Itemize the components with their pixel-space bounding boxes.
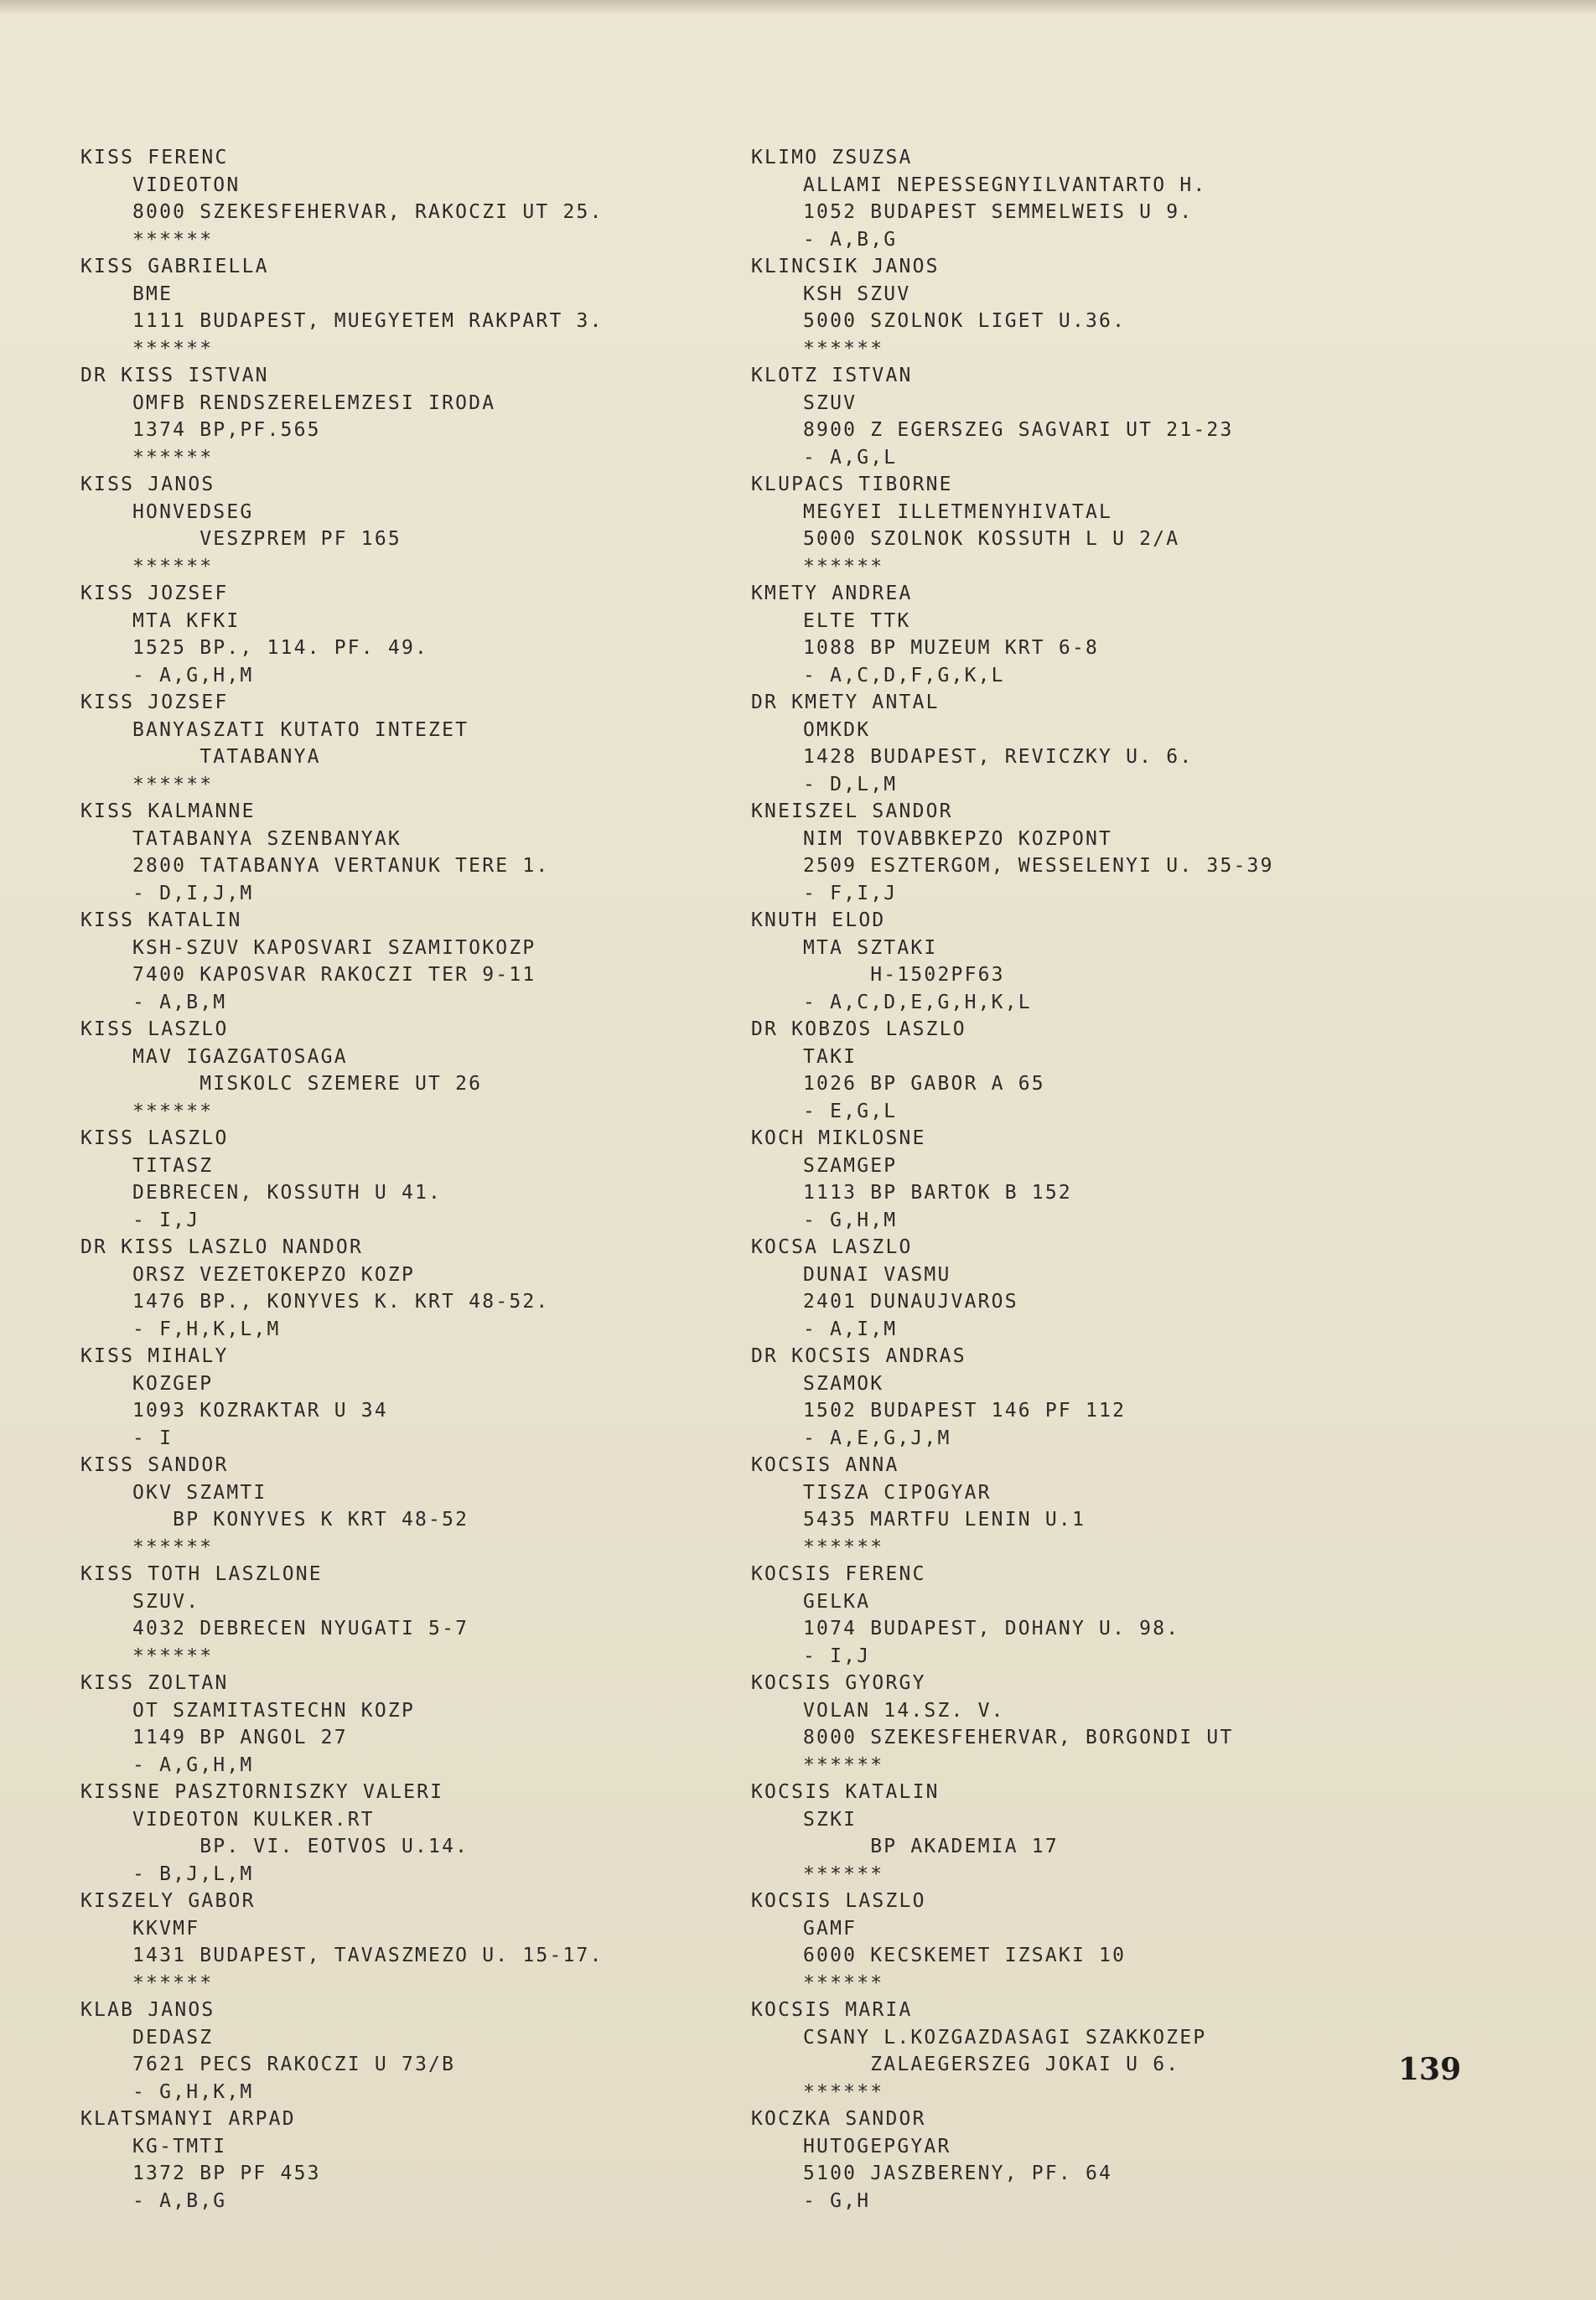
entry-address: 2509 ESZTERGOM, WESSELENYI U. 35-39: [803, 855, 1274, 877]
directory-entry: [751, 1016, 1455, 1125]
entry-codes: - F,I,J: [803, 882, 898, 904]
entry-codes: - A,B,G: [803, 228, 898, 251]
entry-name: DR KMETY ANTAL: [751, 692, 940, 713]
entry-codes: - G,H,K,M: [132, 2080, 254, 2103]
entry-name: KOCSIS MARIA: [751, 1999, 913, 2021]
entry-address: TATABANYA: [132, 746, 321, 768]
entry-organization: OT SZAMITASTECHN KOZP: [132, 1699, 415, 1722]
entry-name: DR KOBZOS LASZLO: [751, 1018, 966, 1040]
directory-entry: [751, 1125, 1455, 1234]
entry-address: 6000 KECSKEMET IZSAKI 10: [803, 1945, 1127, 1966]
entry-address: 5000 SZOLNOK KOSSUTH L U 2/A: [803, 528, 1180, 550]
entry-name: DR KISS LASZLO NANDOR: [80, 1236, 363, 1258]
entry-codes: - G,H,M: [803, 1209, 898, 1231]
entry-name: KOCSIS FERENC: [751, 1563, 926, 1585]
entry-organization: SZUV.: [132, 1590, 200, 1613]
directory-entry: [80, 798, 785, 907]
directory-entry: [751, 798, 1455, 907]
entry-address: 7400 KAPOSVAR RAKOCZI TER 9-11: [132, 964, 536, 986]
directory-entry: [751, 1779, 1455, 1888]
entry-name: KISS SANDOR: [80, 1454, 229, 1476]
entry-organization: KSH-SZUV KAPOSVARI SZAMITOKOZP: [132, 936, 536, 959]
entry-address: 2800 TATABANYA VERTANUK TERE 1.: [132, 855, 550, 877]
entry-address: VESZPREM PF 165: [132, 528, 402, 550]
entry-name: KISS TOTH LASZLONE: [80, 1563, 323, 1585]
entry-name: KOCSIS ANNA: [751, 1454, 899, 1476]
entry-codes: - A,G,L: [803, 446, 898, 469]
directory-entry: [80, 253, 785, 362]
directory-entry: [80, 689, 785, 798]
entry-organization: MEGYEI ILLETMENYHIVATAL: [803, 500, 1113, 523]
entry-organization: TATABANYA SZENBANYAK: [132, 827, 402, 850]
entry-address: 1113 BP BARTOK B 152: [803, 1182, 1072, 1204]
entry-address: 1074 BUDAPEST, DOHANY U. 98.: [803, 1618, 1180, 1640]
left-column: [80, 144, 785, 2215]
directory-entry: [80, 1343, 785, 1452]
directory-entry: [751, 1452, 1455, 1561]
entry-codes: - A,B,G: [132, 2189, 227, 2212]
directory-entry: [751, 1670, 1455, 1779]
directory-entry: [751, 1997, 1455, 2106]
entry-address: BP AKADEMIA 17: [803, 1836, 1059, 1857]
entry-codes: ******: [803, 2080, 884, 2103]
entry-name: KISS FERENC: [80, 147, 229, 168]
entry-address: 4032 DEBRECEN NYUGATI 5-7: [132, 1618, 469, 1640]
entry-name: KLOTZ ISTVAN: [751, 365, 913, 386]
entry-organization: CSANY L.KOZGAZDASAGI SZAKKOZEP: [803, 2026, 1207, 2049]
entry-name: KISZELY GABOR: [80, 1890, 256, 1912]
entry-address: 8900 Z EGERSZEG SAGVARI UT 21-23: [803, 419, 1234, 441]
entry-organization: TAKI: [803, 1045, 858, 1068]
entry-address: 1026 BP GABOR A 65: [803, 1073, 1045, 1095]
entry-codes: ******: [132, 1536, 214, 1558]
entry-organization: KOZGEP: [132, 1372, 214, 1395]
entry-organization: HONVEDSEG: [132, 500, 254, 523]
entry-address: 1431 BUDAPEST, TAVASZMEZO U. 15-17.: [132, 1945, 604, 1966]
directory-entry: [751, 907, 1455, 1016]
entry-address: 2401 DUNAUJVAROS: [803, 1291, 1018, 1313]
entry-organization: BME: [132, 282, 174, 305]
entry-name: KNUTH ELOD: [751, 909, 886, 931]
entry-codes: - I,J: [132, 1209, 200, 1231]
entry-name: KLAB JANOS: [80, 1999, 215, 2021]
entry-codes: - A,C,D,F,G,K,L: [803, 664, 1005, 686]
entry-codes: ******: [803, 1862, 884, 1885]
entry-codes: - I: [132, 1427, 174, 1449]
entry-codes: - B,J,L,M: [132, 1862, 254, 1885]
entry-codes: - E,G,L: [803, 1100, 898, 1122]
entry-address: 1149 BP ANGOL 27: [132, 1727, 348, 1748]
directory-entry: [80, 580, 785, 689]
directory-entry: [751, 689, 1455, 798]
entry-address: 5100 JASZBERENY, PF. 64: [803, 2163, 1113, 2184]
entry-name: KLUPACS TIBORNE: [751, 474, 953, 495]
entry-name: KLIMO ZSUZSA: [751, 147, 913, 168]
entry-organization: HUTOGEPGYAR: [803, 2135, 951, 2158]
directory-entry: [80, 1888, 785, 1997]
entry-name: KISS KATALIN: [80, 909, 242, 931]
entry-codes: ******: [132, 446, 214, 469]
entry-address: 5000 SZOLNOK LIGET U.36.: [803, 310, 1127, 332]
entry-address: 1111 BUDAPEST, MUEGYETEM RAKPART 3.: [132, 310, 604, 332]
entry-codes: ******: [803, 1753, 884, 1776]
entry-address: 1088 BP MUZEUM KRT 6-8: [803, 637, 1100, 659]
entry-name: KOCSIS LASZLO: [751, 1890, 926, 1912]
directory-entry: [751, 2106, 1455, 2215]
entry-address: ZALAEGERSZEG JOKAI U 6.: [803, 2054, 1180, 2075]
entry-name: KLATSMANYI ARPAD: [80, 2108, 296, 2130]
entry-codes: - D,I,J,M: [132, 882, 254, 904]
entry-address: 7621 PECS RAKOCZI U 73/B: [132, 2054, 456, 2075]
directory-entry: [751, 362, 1455, 471]
entry-name: KOCSIS KATALIN: [751, 1781, 940, 1803]
right-column: [751, 144, 1455, 2215]
entry-codes: - A,B,M: [132, 991, 227, 1013]
directory-entry: [80, 1561, 785, 1670]
entry-codes: ******: [803, 337, 884, 360]
entry-address: H-1502PF63: [803, 964, 1005, 986]
page-number: 139: [1398, 2052, 1462, 2087]
entry-address: 1372 BP PF 453: [132, 2163, 321, 2184]
entry-address: DEBRECEN, KOSSUTH U 41.: [132, 1182, 443, 1204]
entry-name: KMETY ANDREA: [751, 583, 913, 604]
entry-name: KOCH MIKLOSNE: [751, 1127, 926, 1149]
entry-organization: DEDASZ: [132, 2026, 214, 2049]
entry-name: KOCSA LASZLO: [751, 1236, 913, 1258]
entry-organization: OMFB RENDSZERELEMZESI IRODA: [132, 391, 496, 414]
directory-entry: [80, 471, 785, 580]
entry-codes: - A,G,H,M: [132, 664, 254, 686]
entry-organization: TITASZ: [132, 1154, 214, 1177]
directory-entry: [80, 1234, 785, 1343]
directory-entry: [751, 1234, 1455, 1343]
entry-name: KISS MIHALY: [80, 1345, 229, 1367]
directory-entry: [751, 471, 1455, 580]
entry-organization: VIDEOTON: [132, 174, 241, 196]
entry-address: 1052 BUDAPEST SEMMELWEIS U 9.: [803, 201, 1194, 223]
entry-organization: MTA SZTAKI: [803, 936, 938, 959]
directory-entry: [80, 1016, 785, 1125]
scan-top-edge: [0, 0, 1596, 13]
entry-codes: ******: [803, 1971, 884, 1994]
entry-name: KISS LASZLO: [80, 1018, 229, 1040]
entry-organization: VIDEOTON KULKER.RT: [132, 1808, 375, 1831]
entry-codes: ******: [132, 555, 214, 578]
entry-address: 1093 KOZRAKTAR U 34: [132, 1400, 388, 1422]
entry-name: KISS KALMANNE: [80, 800, 256, 822]
entry-name: KISS ZOLTAN: [80, 1672, 229, 1694]
directory-entry: [751, 144, 1455, 253]
entry-organization: BANYASZATI KUTATO INTEZET: [132, 718, 469, 741]
entry-name: DR KISS ISTVAN: [80, 365, 269, 386]
entry-organization: ELTE TTK: [803, 609, 911, 632]
entry-organization: MAV IGAZGATOSAGA: [132, 1045, 348, 1068]
entry-address: 1525 BP., 114. PF. 49.: [132, 637, 429, 659]
entry-codes: - D,L,M: [803, 773, 898, 795]
entry-codes: ******: [132, 1971, 214, 1994]
entry-address: 5435 MARTFU LENIN U.1: [803, 1509, 1086, 1531]
entry-codes: ******: [132, 228, 214, 251]
entry-organization: GAMF: [803, 1917, 858, 1940]
entry-address: 8000 SZEKESFEHERVAR, RAKOCZI UT 25.: [132, 201, 604, 223]
entry-organization: DUNAI VASMU: [803, 1263, 951, 1286]
directory-entry: [751, 253, 1455, 362]
entry-organization: SZKI: [803, 1808, 858, 1831]
entry-name: KOCSIS GYORGY: [751, 1672, 926, 1694]
entry-address: BP KONYVES K KRT 48-52: [132, 1509, 469, 1531]
entry-name: KLINCSIK JANOS: [751, 256, 940, 277]
directory-entry: [751, 580, 1455, 689]
entry-organization: ALLAMI NEPESSEGNYILVANTARTO H.: [803, 174, 1207, 196]
entry-organization: NIM TOVABBKEPZO KOZPONT: [803, 827, 1113, 850]
entry-organization: OKV SZAMTI: [132, 1481, 267, 1504]
entry-codes: - A,C,D,E,G,H,K,L: [803, 991, 1032, 1013]
entry-organization: OMKDK: [803, 718, 871, 741]
directory-entry: [80, 362, 785, 471]
entry-name: KOCZKA SANDOR: [751, 2108, 926, 2130]
entry-codes: - I,J: [803, 1645, 871, 1667]
entry-name: KISS JOZSEF: [80, 583, 229, 604]
entry-name: DR KOCSIS ANDRAS: [751, 1345, 966, 1367]
directory-entry: [751, 1343, 1455, 1452]
entry-name: KISS JOZSEF: [80, 692, 229, 713]
entry-organization: ORSZ VEZETOKEPZO KOZP: [132, 1263, 415, 1286]
directory-entry: [80, 2106, 785, 2215]
entry-codes: ******: [132, 1100, 214, 1122]
entry-codes: - A,E,G,J,M: [803, 1427, 951, 1449]
directory-entry: [80, 1670, 785, 1779]
entry-organization: GELKA: [803, 1590, 871, 1613]
directory-entry: [80, 1997, 785, 2106]
entry-organization: MTA KFKI: [132, 609, 241, 632]
entry-codes: ******: [803, 555, 884, 578]
entry-name: KNEISZEL SANDOR: [751, 800, 953, 822]
entry-codes: - G,H: [803, 2189, 871, 2212]
entry-codes: ******: [132, 1645, 214, 1667]
entry-name: KISS LASZLO: [80, 1127, 229, 1149]
entry-name: KISS JANOS: [80, 474, 215, 495]
entry-codes: - F,H,K,L,M: [132, 1318, 281, 1340]
directory-entry: [80, 144, 785, 253]
entry-organization: KG-TMTI: [132, 2135, 227, 2158]
entry-address: 8000 SZEKESFEHERVAR, BORGONDI UT: [803, 1727, 1234, 1748]
entry-organization: SZAMGEP: [803, 1154, 898, 1177]
entry-organization: SZUV: [803, 391, 858, 414]
entry-organization: SZAMOK: [803, 1372, 884, 1395]
entry-codes: ******: [132, 773, 214, 795]
entry-address: MISKOLC SZEMERE UT 26: [132, 1073, 483, 1095]
directory-entry: [751, 1888, 1455, 1997]
entry-organization: VOLAN 14.SZ. V.: [803, 1699, 1005, 1722]
entry-address: BP. VI. EOTVOS U.14.: [132, 1836, 469, 1857]
directory-entry: [751, 1561, 1455, 1670]
entry-address: 1428 BUDAPEST, REVICZKY U. 6.: [803, 746, 1194, 768]
directory-entry: [80, 1452, 785, 1561]
directory-entry: [80, 1779, 785, 1888]
entry-codes: - A,G,H,M: [132, 1753, 254, 1776]
entry-address: 1502 BUDAPEST 146 PF 112: [803, 1400, 1127, 1422]
entry-codes: ******: [132, 337, 214, 360]
entry-name: KISS GABRIELLA: [80, 256, 269, 277]
entry-name: KISSNE PASZTORNISZKY VALERI: [80, 1781, 444, 1803]
directory-entry: [80, 1125, 785, 1234]
entry-address: 1374 BP,PF.565: [132, 419, 321, 441]
entry-organization: KKVMF: [132, 1917, 200, 1940]
entry-address: 1476 BP., KONYVES K. KRT 48-52.: [132, 1291, 550, 1313]
directory-entry: [80, 907, 785, 1016]
entry-organization: KSH SZUV: [803, 282, 911, 305]
entry-organization: TISZA CIPOGYAR: [803, 1481, 992, 1504]
entry-codes: ******: [803, 1536, 884, 1558]
entry-codes: - A,I,M: [803, 1318, 898, 1340]
